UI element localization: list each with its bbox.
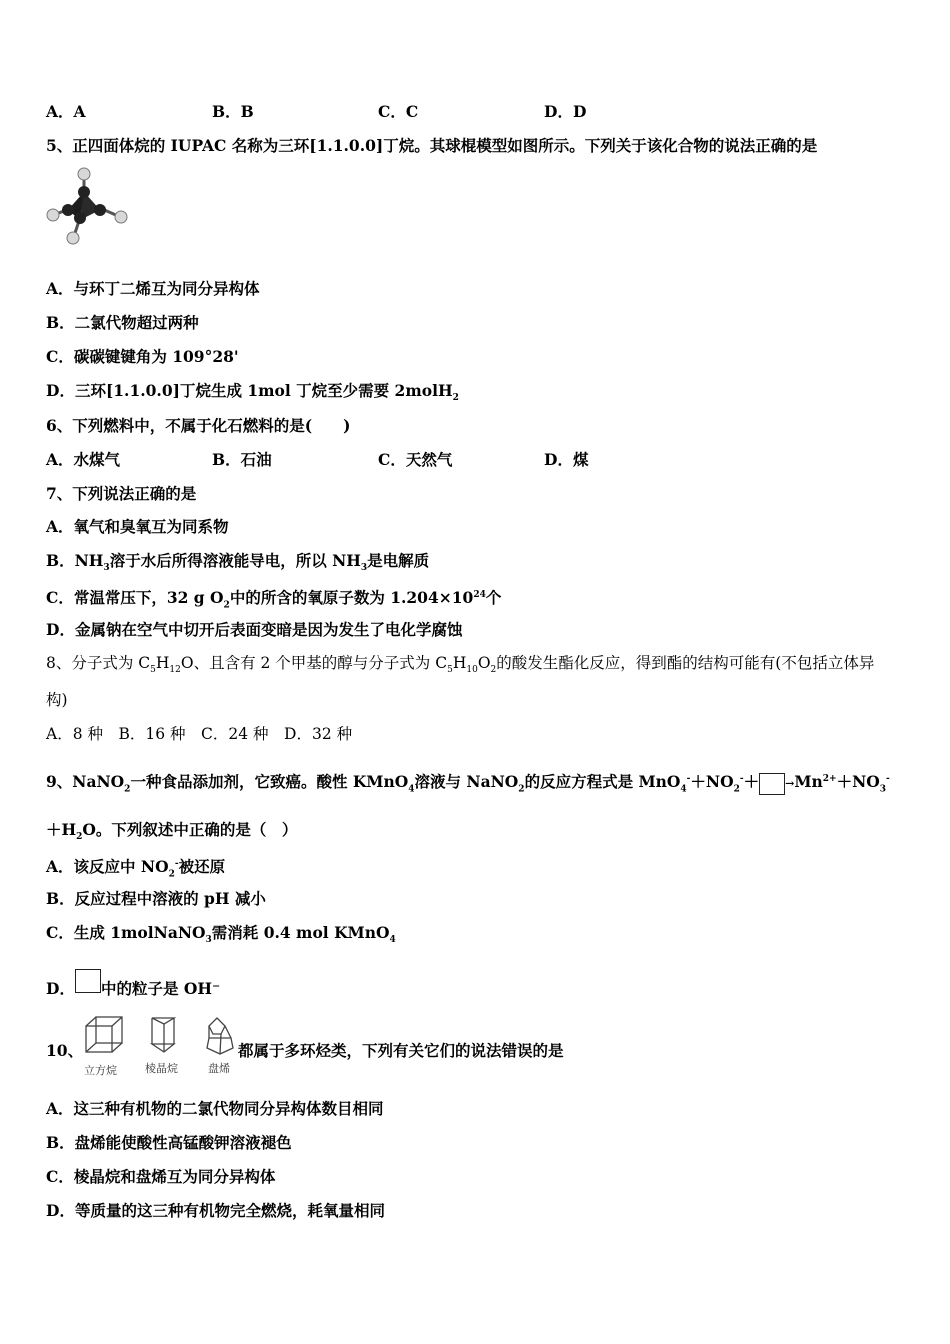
tetrahedrane-ball-stick-model	[44, 166, 130, 246]
q8-stem-continued: 构)	[46, 691, 68, 709]
q7-stem: 7、下列说法正确的是	[46, 484, 197, 503]
q4-option-a: A．A	[46, 102, 86, 121]
triasterane-structure	[203, 1016, 237, 1056]
prismane-caption: 棱晶烷	[145, 1062, 178, 1075]
q7-option-a: A．氧气和臭氧互为同系物	[46, 517, 229, 536]
q6-option-c: C．天然气	[378, 450, 453, 469]
q6-stem: 6、下列燃料中，不属于化石燃料的是( )	[46, 416, 351, 435]
blank-box	[759, 773, 785, 795]
q9-option-a: A．该反应中 $NO_2^-$被还原	[46, 857, 226, 880]
q10-option-a: A．这三种有机物的二氯代物同分异构体数目相同	[46, 1099, 384, 1118]
q9-option-c: C．生成 1molNaNO$_3$需消耗 0.4 mol KMnO$_4$	[46, 923, 396, 946]
q4-option-d: D．D	[544, 102, 587, 121]
q5-option-c: C．碳碳键键角为 109°28'	[46, 347, 239, 366]
q9-stem-continued: $+H_2O$。下列叙述中正确的是（ ）	[46, 820, 298, 843]
q5-stem: 5、正四面体烷的 IUPAC 名称为三环[1.1.0.0]丁烷。其球棍模型如图所示。下列关于该化合物的说法正确的是	[46, 136, 818, 155]
q5-option-b: B．二氯代物超过两种	[46, 313, 199, 332]
q6-option-d: D．煤	[544, 450, 589, 469]
q4-option-c: C．C	[378, 102, 419, 121]
q6-option-b: B．石油	[212, 450, 272, 469]
q6-option-a: A．水煤气	[46, 450, 121, 469]
q9-stem: 9、NaNO$_2$一种食品添加剂，它致癌。酸性 KMnO$_4$溶液与 NaNO$_2$的反应方程式是 $MnO_4^-+NO_2^-+ \to Mn^{2+}+NO_3^-$	[46, 772, 890, 795]
q7-option-b: B．$NH_3$溶于水后所得溶液能导电，所以 $NH_3$是电解质	[46, 551, 430, 574]
q9-option-d: D． 中的粒子是 OH⁻	[46, 969, 220, 999]
q6-options	[46, 450, 710, 470]
q5-option-a: A．与环丁二烯互为同分异构体	[46, 279, 260, 298]
prismane-structure	[148, 1014, 180, 1056]
triasterane-caption: 盘烯	[208, 1062, 230, 1075]
q4-options	[46, 102, 710, 122]
q5-option-d: D．三环[1.1.0.0]丁烷生成 1mol 丁烷至少需要 2molH$_2$	[46, 381, 459, 404]
q10-option-d: D．等质量的这三种有机物完全燃烧，耗氧量相同	[46, 1201, 385, 1220]
q8-stem: 8、分子式为 $C_5H_{12}O$、且含有 2 个甲基的醇与分子式为 $C_5H_{10}O_2$的酸发生酯化反应，得到酯的结构可能有(不包括立体异	[46, 654, 875, 676]
blank-box	[75, 969, 101, 993]
q10-stem-number: 10、	[46, 1041, 84, 1060]
q4-option-b: B．B	[212, 102, 254, 121]
q7-option-d: D．金属钠在空气中切开后表面变暗是因为发生了电化学腐蚀	[46, 620, 463, 639]
q10-stem: 都属于多环烃类，下列有关它们的说法错误的是	[238, 1041, 564, 1060]
q8-options: A．8 种 B．16 种 C．24 种 D．32 种	[46, 725, 353, 743]
cubane-caption: 立方烷	[84, 1064, 117, 1077]
q9-option-b: B．反应过程中溶液的 pH 减小	[46, 889, 266, 908]
q10-option-b: B．盘烯能使酸性高锰酸钾溶液褪色	[46, 1133, 292, 1152]
q7-option-c: C．常温常压下，32 g $O_2$中的所含的氧原子数为 $1.204\times 10^{24}$个	[46, 588, 502, 611]
cubane-structure	[82, 1014, 128, 1056]
q10-option-c: C．棱晶烷和盘烯互为同分异构体	[46, 1167, 276, 1186]
